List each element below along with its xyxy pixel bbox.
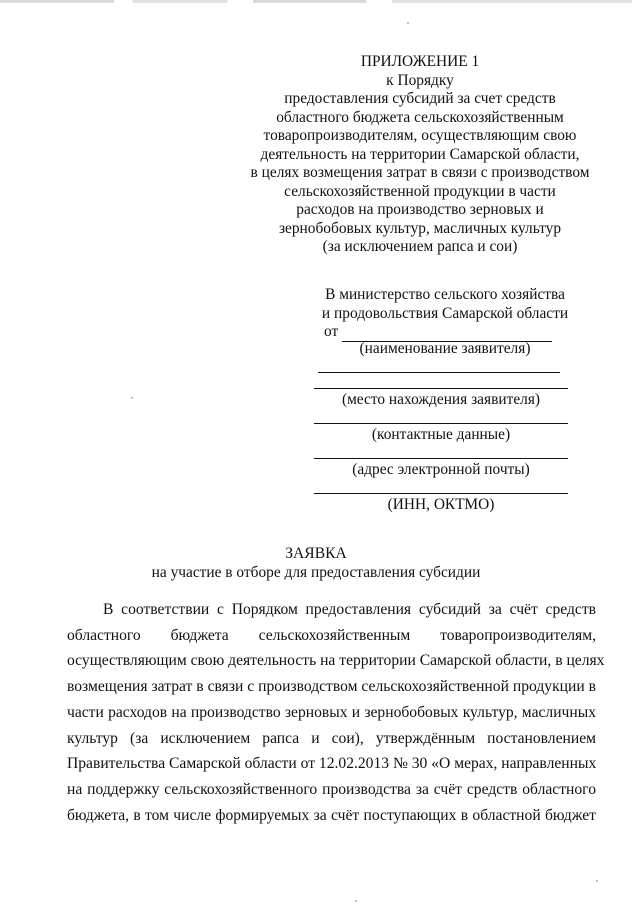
caption-location: (место нахождения заявителя) <box>341 391 541 408</box>
applicant-name-line-2[interactable] <box>318 372 560 373</box>
application-body <box>67 597 605 828</box>
appendix-line: сельскохозяйственной продукции в части <box>284 182 556 200</box>
appendix-line: деятельность на территории Самарской области, <box>260 145 580 163</box>
body-line: осуществляющим свою деятельность на территории Самарской области, в целях <box>67 652 605 670</box>
application-subtitle: на участие в отборе для предоставления субсидии <box>151 564 481 581</box>
from-label: от <box>324 323 339 340</box>
caption-inn-oktmo: (ИНН, ОКТМО) <box>387 496 495 513</box>
appendix-line: в целях возмещения затрат в связи с производством <box>250 164 590 181</box>
contacts-field[interactable] <box>314 423 568 424</box>
appendix-header <box>240 53 600 257</box>
body-line: Правительства Самарской области от 12.02.2013 № 30 «О мерах, направленных <box>67 755 597 773</box>
body-line: В соответствии с Порядком предоставления субсидий за счёт средств <box>103 601 596 618</box>
scan-speck <box>596 880 598 882</box>
appendix-line: зернобобовых культур, масличных культур <box>278 219 562 237</box>
application-title: ЗАЯВКА <box>285 545 347 562</box>
email-field[interactable] <box>314 458 568 459</box>
body-line: областного бюджета сельскохозяйственным товаропроизводителям, <box>67 626 596 644</box>
applicant-location-field[interactable] <box>314 388 568 389</box>
scan-speck <box>407 22 409 24</box>
appendix-line: (за исключением рапса и сои) <box>322 238 518 255</box>
addressee-line: и продовольствия Самарской области <box>321 304 569 322</box>
addressee-line: В министерство сельского хозяйства <box>325 286 565 303</box>
appendix-line: товаропроизводителям, осуществляющим свою <box>263 127 577 144</box>
body-line: части расходов на производство зерновых и зернобобовых культур, масличных <box>67 703 596 721</box>
scan-speck <box>131 397 133 399</box>
caption-contacts: (контактные данные) <box>371 426 511 443</box>
scan-speck <box>355 900 357 902</box>
body-line: возмещения затрат в связи с производством сельскохозяйственной продукции в <box>67 678 596 696</box>
body-line: на поддержку сельскохозяйственного производства за счёт средств областного <box>67 780 596 798</box>
appendix-title: ПРИЛОЖЕНИЕ 1 <box>360 53 480 70</box>
caption-email: (адрес электронной почты) <box>352 461 530 478</box>
from-row <box>324 323 590 342</box>
inn-oktmo-field[interactable] <box>314 493 568 494</box>
appendix-line: предоставления субсидий за счет средств <box>284 90 556 107</box>
appendix-line: областного бюджета сельскохозяйственным <box>276 108 564 126</box>
appendix-line: расходов на производство зерновых и <box>296 201 544 218</box>
body-line: культур (за исключением рапса и сои), утверждённым постановлением <box>67 729 596 747</box>
caption-applicant-name: (наименование заявителя) <box>359 340 531 357</box>
addressee-block <box>300 286 590 342</box>
body-line: бюджета, в том числе формируемых за счёт поступающих в областной бюджет <box>67 806 596 824</box>
scan-top-edge <box>0 0 632 3</box>
appendix-line: к Порядку <box>386 71 454 89</box>
